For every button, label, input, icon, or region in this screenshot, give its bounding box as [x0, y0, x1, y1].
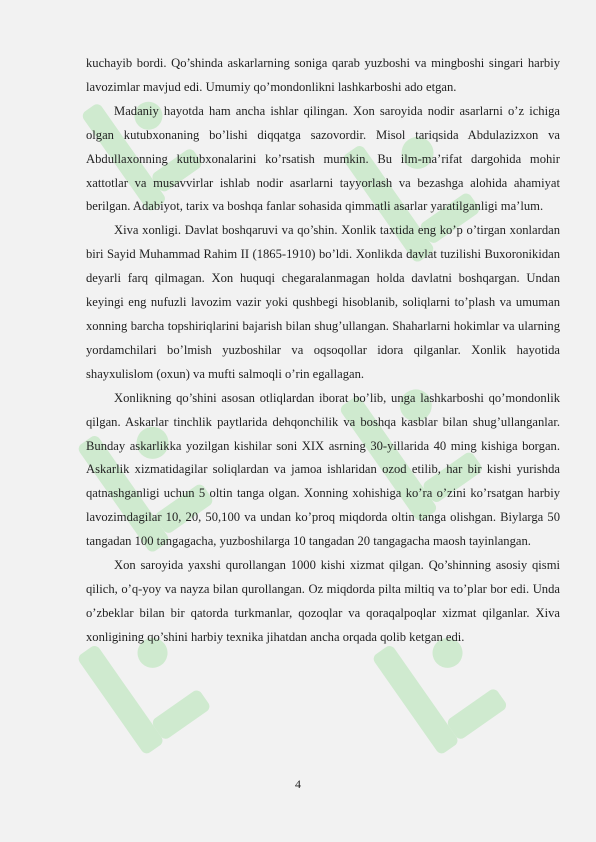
paragraph-khiva-army: Xonlikning qo’shini asosan otliqlardan iborat bo’lib, unga lashkarboshi qo’mondonlik qilgan. Askarlar tinchlik paytlarida dehqonchilik va boshqa kasblar bilan shug’ullanganlar. Bunday askarlikka yozilgan kishilar soni XIX asrning 30-yillarida 40 ming kishiga borgan. Askarlik xizmatidagilar soliqlardan va jamoa ishlaridan ozod etilib, har bir kishi yurishda qatnashganligi uchun 5 oltin tanga olgan. Xonning xohishiga ko’ra o’zini ko’rsatgan harbiy lavozimdagilar 10, 20, 50,100 va undan ko’proq miqdorda oltin tanga olishgan. Biylarga 50 tangadan 100 tangagacha, yuzboshilarga 10 tangadan 20 tangagacha maosh tayinlangan.	[86, 390, 560, 549]
paragraph-khiva-governance: Xiva xonligi. Davlat boshqaruvi va qo’shin. Xonlik taxtida eng ko’p o’tirgan xonlardan biri Sayid Muhammad Rahim II (1865-1910) bo’ldi. Xonlikda davlat tuzilishi Buxoronikidan deyarli farq qilmagan. Xon huquqi chegaralanmagan holda davlatni boshqargan. Undan keyingi eng nufuzli lavozim vazir yoki qushbegi hisoblanib, soliqlarni to’plash va umuman xonning barcha topshiriqlarini bajarish bilan shug’ullangan. Shaharlarni hokimlar va ularning yordamchilari bo’lmish yuzboshilar va oqsoqollar idora qilganlar. Xonlik hayotida shayxulislom (oxun) va mufti salmoqli o’rin egallagan.	[86, 223, 560, 381]
paragraph-continuation: kuchayib bordi. Qo’shinda askarlarning soniga qarab yuzboshi va mingboshi singari harbiy lavozimlar mavjud edi. Umumiy qo’mondonlikni lashkarboshi ado etgan.	[86, 56, 560, 94]
page-body	[86, 52, 560, 650]
paragraph-palace-guard: Xon saroyida yaxshi qurollangan 1000 kishi xizmat qilgan. Qo’shinning asosiy qismi qilich, o’q-yoy va nayza bilan qurollangan. Oz miqdorda pilta miltiq va to’plar bor edi. Unda o’zbeklar bilan bir qatorda turkmanlar, qozoqlar va qoraqalpoqlar xizmat qilganlar. Xiva xonligining qo’shini harbiy texnika jihatdan ancha orqada qolib ketgan edi.	[86, 558, 560, 644]
page-number: 4	[295, 777, 301, 791]
paragraph-culture: Madaniy hayotda ham ancha ishlar qilingan. Xon saroyida nodir asarlarni o’z ichiga olgan kutubxonaning bo’lishi diqqatga sazovordir. Misol tariqsida Abdulazizxon va Abdullaxonning kutubxonalarini ko’rsatish mumkin. Bu ilm-ma’rifat dargohida mohir xattotlar va musavvirlar ishlab nodir asarlarni tayyorlash va bezashga alohida ahamiyat berilgan. Adabiyot, tarix va boshqa fanlar sohasida qimmatli asarlar yaratilganligi ma’lum.	[86, 103, 560, 214]
